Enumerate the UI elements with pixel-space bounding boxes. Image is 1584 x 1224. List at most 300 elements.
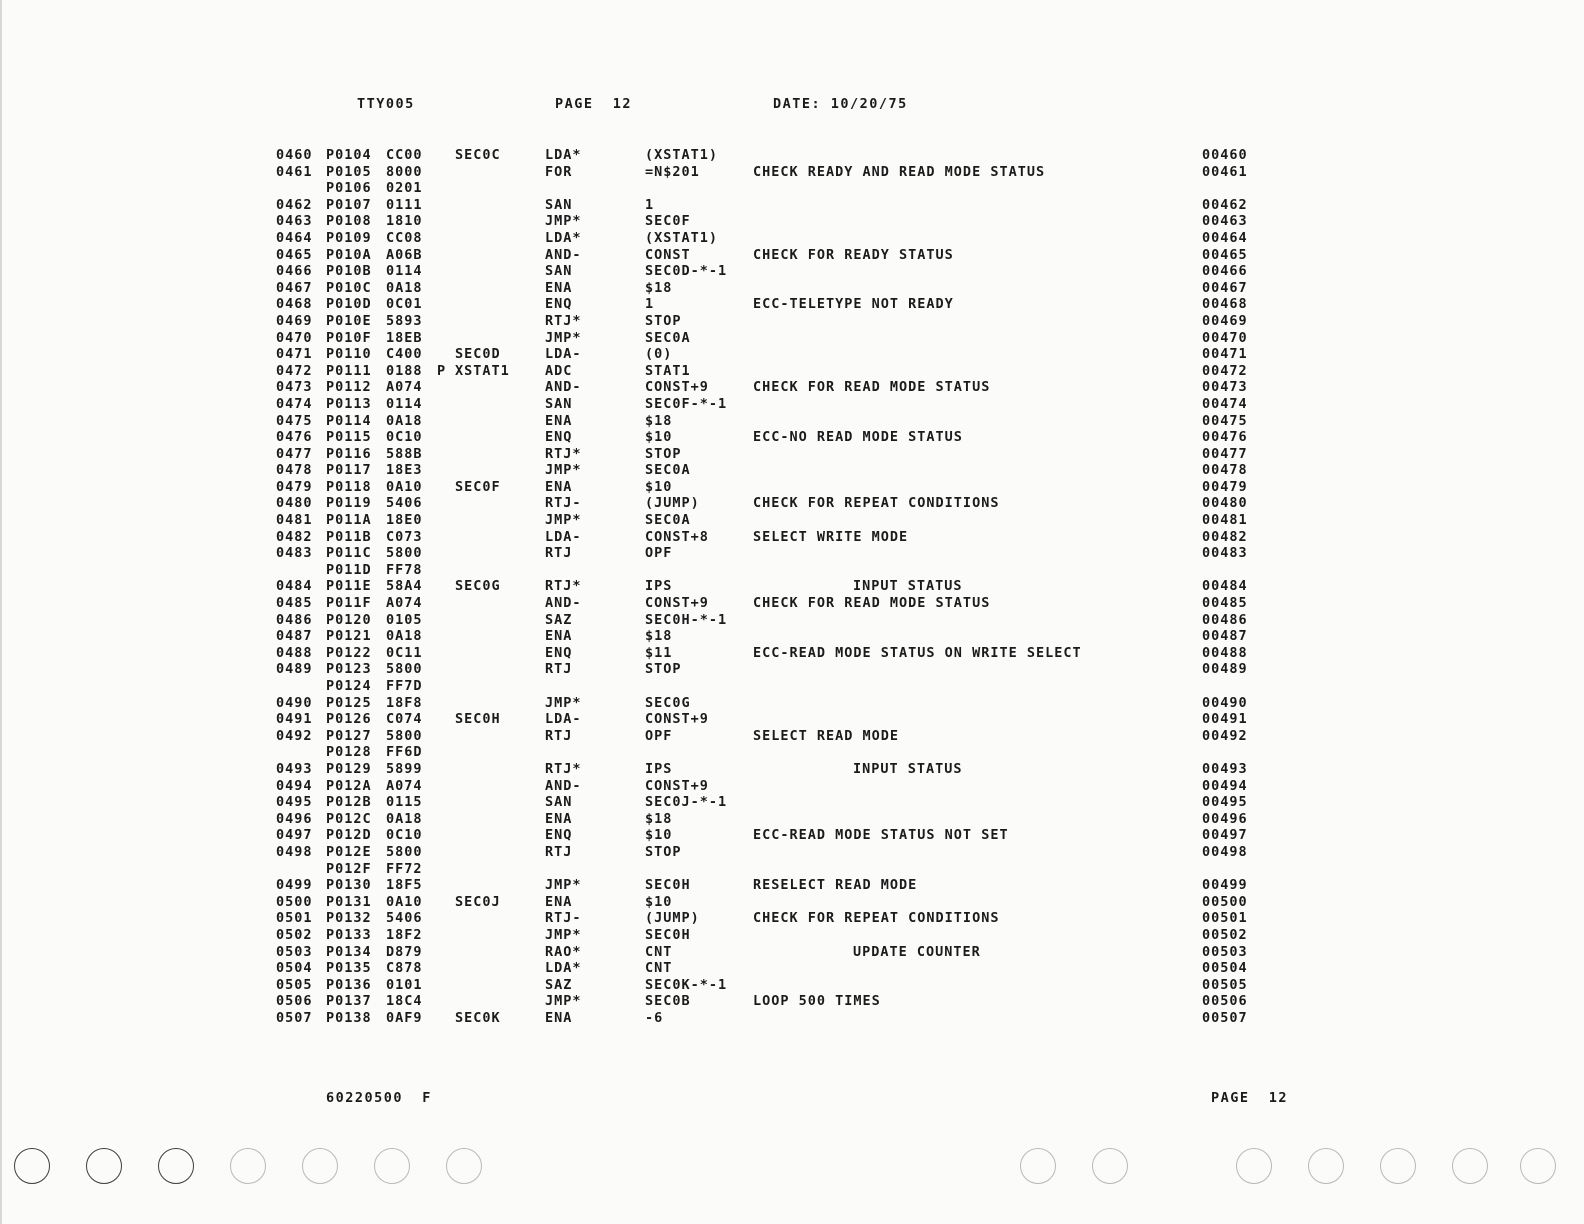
line-number: 0501 xyxy=(276,910,313,927)
operand: $10 xyxy=(645,827,673,844)
line-number: 0499 xyxy=(276,877,313,894)
line-number: 0468 xyxy=(276,296,313,313)
opcode: ENA xyxy=(545,628,573,645)
object-code: 0115 xyxy=(386,794,423,811)
address: P012C xyxy=(326,810,372,827)
address: P0117 xyxy=(326,462,372,479)
opcode: SAN xyxy=(545,395,573,412)
listing-line xyxy=(0,512,1584,529)
operand: $11 xyxy=(645,644,673,661)
operand: $18 xyxy=(645,412,673,429)
indented-comment: UPDATE COUNTER xyxy=(853,943,981,960)
operand: STAT1 xyxy=(645,362,691,379)
feed-hole xyxy=(1452,1148,1488,1184)
comment: ECC-TELETYPE NOT READY xyxy=(753,296,954,313)
reference-number: 00492 xyxy=(1202,727,1248,744)
listing-line xyxy=(0,678,1584,695)
line-number: 0486 xyxy=(276,611,313,628)
comment: SELECT READ MODE xyxy=(753,727,900,744)
address: P0129 xyxy=(326,760,372,777)
reference-number: 00496 xyxy=(1202,810,1248,827)
line-number: 0502 xyxy=(276,926,313,943)
symbol-label: XSTAT1 xyxy=(455,362,510,379)
object-code: 0A10 xyxy=(386,478,423,495)
object-code: 0111 xyxy=(386,196,423,213)
comment: ECC-READ MODE STATUS NOT SET xyxy=(753,827,1009,844)
opcode: JMP* xyxy=(545,926,582,943)
object-code: C400 xyxy=(386,346,423,363)
operand: (0) xyxy=(645,346,673,363)
opcode: LDA- xyxy=(545,528,582,545)
operand: SEC0A xyxy=(645,329,691,346)
feed-hole xyxy=(374,1148,410,1184)
listing-line xyxy=(0,711,1584,728)
feed-hole xyxy=(302,1148,338,1184)
address: P0112 xyxy=(326,379,372,396)
listing-line xyxy=(0,363,1584,380)
reference-number: 00471 xyxy=(1202,346,1248,363)
listing-line xyxy=(0,230,1584,247)
reference-number: 00486 xyxy=(1202,611,1248,628)
listing-line xyxy=(0,396,1584,413)
operand: =N$201 xyxy=(645,163,700,180)
object-code: 0C10 xyxy=(386,429,423,446)
address: P0114 xyxy=(326,412,372,429)
address: P010B xyxy=(326,263,372,280)
line-number: 0494 xyxy=(276,777,313,794)
reference-number: 00487 xyxy=(1202,628,1248,645)
line-number: 0496 xyxy=(276,810,313,827)
line-number: 0470 xyxy=(276,329,313,346)
comment: ECC-NO READ MODE STATUS xyxy=(753,429,963,446)
operand: STOP xyxy=(645,843,682,860)
listing-line xyxy=(0,612,1584,629)
opcode: RTJ* xyxy=(545,312,582,329)
address: P012A xyxy=(326,777,372,794)
operand: SEC0A xyxy=(645,512,691,529)
listing-line xyxy=(0,296,1584,313)
listing-line xyxy=(0,944,1584,961)
line-number: 0476 xyxy=(276,429,313,446)
object-code: C074 xyxy=(386,711,423,728)
object-code: CC00 xyxy=(386,147,423,163)
reference-number: 00466 xyxy=(1202,263,1248,280)
line-number: 0460 xyxy=(276,147,313,163)
address: P0113 xyxy=(326,395,372,412)
line-number: 0479 xyxy=(276,478,313,495)
reference-number: 00477 xyxy=(1202,445,1248,462)
line-number: 0466 xyxy=(276,263,313,280)
comment: RESELECT READ MODE xyxy=(753,877,918,894)
operand: $18 xyxy=(645,810,673,827)
comment: ECC-READ MODE STATUS ON WRITE SELECT xyxy=(753,644,1082,661)
line-number: 0489 xyxy=(276,661,313,678)
reference-number: 00478 xyxy=(1202,462,1248,479)
reference-number: 00476 xyxy=(1202,429,1248,446)
operand: (JUMP) xyxy=(645,495,700,512)
listing-line xyxy=(0,645,1584,662)
line-number: 0488 xyxy=(276,644,313,661)
operand: SEC0H xyxy=(645,926,691,943)
operand: $10 xyxy=(645,893,673,910)
opcode: FOR xyxy=(545,163,573,180)
address: P0107 xyxy=(326,196,372,213)
address: P011A xyxy=(326,512,372,529)
opcode: JMP* xyxy=(545,877,582,894)
line-number: 0478 xyxy=(276,462,313,479)
reference-number: 00465 xyxy=(1202,246,1248,263)
listing-line xyxy=(0,993,1584,1010)
listing-line xyxy=(0,247,1584,264)
operand: IPS xyxy=(645,578,673,595)
object-code: 0105 xyxy=(386,611,423,628)
reference-number: 00480 xyxy=(1202,495,1248,512)
line-number: 0495 xyxy=(276,794,313,811)
feed-hole xyxy=(1020,1148,1056,1184)
listing-line xyxy=(0,977,1584,994)
opcode: RTJ* xyxy=(545,578,582,595)
listing-line xyxy=(0,910,1584,927)
operand: SEC0B xyxy=(645,993,691,1010)
opcode: SAN xyxy=(545,794,573,811)
operand: OPF xyxy=(645,727,673,744)
address: P010D xyxy=(326,296,372,313)
listing-line xyxy=(0,811,1584,828)
address: P0121 xyxy=(326,628,372,645)
opcode: ENA xyxy=(545,893,573,910)
object-code: 5800 xyxy=(386,727,423,744)
object-code: 5893 xyxy=(386,312,423,329)
opcode: ENA xyxy=(545,810,573,827)
listing-line xyxy=(0,761,1584,778)
line-number: 0475 xyxy=(276,412,313,429)
object-code: 18F2 xyxy=(386,926,423,943)
operand: STOP xyxy=(645,661,682,678)
operand: (XSTAT1) xyxy=(645,147,719,163)
indented-comment: INPUT STATUS xyxy=(853,760,963,777)
symbol-label: SEC0C xyxy=(455,147,501,163)
address: P0127 xyxy=(326,727,372,744)
reference-number: 00468 xyxy=(1202,296,1248,313)
feed-hole xyxy=(158,1148,194,1184)
feed-hole xyxy=(1308,1148,1344,1184)
reference-number: 00473 xyxy=(1202,379,1248,396)
opcode: AND- xyxy=(545,379,582,396)
object-code: C073 xyxy=(386,528,423,545)
opcode: ENQ xyxy=(545,429,573,446)
line-number: 0485 xyxy=(276,595,313,612)
reference-number: 00506 xyxy=(1202,993,1248,1010)
address: P0110 xyxy=(326,346,372,363)
operand: $10 xyxy=(645,429,673,446)
operand: $18 xyxy=(645,279,673,296)
listing-line xyxy=(0,263,1584,280)
object-code: CC08 xyxy=(386,229,423,246)
opcode: LDA* xyxy=(545,229,582,246)
reference-number: 00475 xyxy=(1202,412,1248,429)
reference-number: 00485 xyxy=(1202,595,1248,612)
reference-number: 00497 xyxy=(1202,827,1248,844)
comment: CHECK FOR READ MODE STATUS xyxy=(753,379,991,396)
operand: SEC0D-*-1 xyxy=(645,263,728,280)
listing-line xyxy=(0,844,1584,861)
operand: CONST+9 xyxy=(645,595,709,612)
operand: CNT xyxy=(645,943,673,960)
object-code: 0114 xyxy=(386,395,423,412)
address: P0116 xyxy=(326,445,372,462)
operand: $10 xyxy=(645,478,673,495)
operand: STOP xyxy=(645,445,682,462)
line-number: 0469 xyxy=(276,312,313,329)
reference-number: 00494 xyxy=(1202,777,1248,794)
object-code: 18EB xyxy=(386,329,423,346)
operand: CONST+9 xyxy=(645,711,709,728)
reference-number: 00489 xyxy=(1202,661,1248,678)
opcode: ADC xyxy=(545,362,573,379)
address: P0136 xyxy=(326,976,372,993)
address: P0126 xyxy=(326,711,372,728)
listing-line xyxy=(0,562,1584,579)
reference-number: 00495 xyxy=(1202,794,1248,811)
object-code: 5406 xyxy=(386,910,423,927)
listing-line xyxy=(0,661,1584,678)
object-code: D879 xyxy=(386,943,423,960)
tractor-feed-holes xyxy=(0,1140,1584,1200)
opcode: RTJ- xyxy=(545,910,582,927)
reference-number: 00490 xyxy=(1202,694,1248,711)
line-number: 0487 xyxy=(276,628,313,645)
address: P0131 xyxy=(326,893,372,910)
listing-line xyxy=(0,794,1584,811)
object-code: 18E3 xyxy=(386,462,423,479)
reference-number: 00479 xyxy=(1202,478,1248,495)
line-number: 0464 xyxy=(276,229,313,246)
listing-line xyxy=(0,429,1584,446)
listing-line xyxy=(0,628,1584,645)
address: P010A xyxy=(326,246,372,263)
line-number: 0503 xyxy=(276,943,313,960)
operand: SEC0A xyxy=(645,462,691,479)
address: P0125 xyxy=(326,694,372,711)
opcode: RAO* xyxy=(545,943,582,960)
reference-number: 00461 xyxy=(1202,163,1248,180)
feed-hole xyxy=(1520,1148,1556,1184)
comment: LOOP 500 TIMES xyxy=(753,993,881,1010)
opcode: SAZ xyxy=(545,976,573,993)
listing-line xyxy=(0,744,1584,761)
line-number: 0491 xyxy=(276,711,313,728)
address: P012D xyxy=(326,827,372,844)
address: P011C xyxy=(326,545,372,562)
reference-number: 00505 xyxy=(1202,976,1248,993)
operand: CNT xyxy=(645,960,673,977)
opcode: LDA* xyxy=(545,147,582,163)
opcode: LDA- xyxy=(545,346,582,363)
symbol-label: SEC0K xyxy=(455,1009,501,1026)
opcode: ENQ xyxy=(545,644,573,661)
address: P0134 xyxy=(326,943,372,960)
opcode: RTJ xyxy=(545,727,573,744)
reference-number: 00482 xyxy=(1202,528,1248,545)
symbol-label: SEC0D xyxy=(455,346,501,363)
listing-line xyxy=(0,545,1584,562)
object-code: 58A4 xyxy=(386,578,423,595)
listing-line xyxy=(0,861,1584,878)
listing-line xyxy=(0,197,1584,214)
operand: (XSTAT1) xyxy=(645,229,719,246)
line-number: 0490 xyxy=(276,694,313,711)
line-number: 0465 xyxy=(276,246,313,263)
address: P0123 xyxy=(326,661,372,678)
object-code: FF78 xyxy=(386,561,423,578)
reference-number: 00503 xyxy=(1202,943,1248,960)
address: P0105 xyxy=(326,163,372,180)
listing-line xyxy=(0,529,1584,546)
address: P012E xyxy=(326,843,372,860)
header-program: TTY005 xyxy=(357,96,415,112)
line-number: 0484 xyxy=(276,578,313,595)
feed-hole xyxy=(86,1148,122,1184)
opcode: RTJ* xyxy=(545,445,582,462)
reference-number: 00491 xyxy=(1202,711,1248,728)
object-code: 0201 xyxy=(386,180,423,197)
object-code: 0C10 xyxy=(386,827,423,844)
object-code: 0A18 xyxy=(386,279,423,296)
address: P0115 xyxy=(326,429,372,446)
line-number: 0467 xyxy=(276,279,313,296)
reference-number: 00488 xyxy=(1202,644,1248,661)
operand: SEC0J-*-1 xyxy=(645,794,728,811)
operand: CONST+8 xyxy=(645,528,709,545)
feed-hole xyxy=(1092,1148,1128,1184)
object-code: 0C11 xyxy=(386,644,423,661)
listing-line xyxy=(0,164,1584,181)
opcode: SAZ xyxy=(545,611,573,628)
opcode: ENA xyxy=(545,279,573,296)
operand: -6 xyxy=(645,1009,664,1026)
reference-number: 00460 xyxy=(1202,147,1248,163)
address: P0135 xyxy=(326,960,372,977)
address: P011D xyxy=(326,561,372,578)
operand: SEC0G xyxy=(645,694,691,711)
assembly-listing xyxy=(0,147,1584,1026)
listing-line xyxy=(0,180,1584,197)
reference-number: 00504 xyxy=(1202,960,1248,977)
address: P0106 xyxy=(326,180,372,197)
address: P0111 xyxy=(326,362,372,379)
opcode: SAN xyxy=(545,196,573,213)
object-code: 18E0 xyxy=(386,512,423,529)
listing-line xyxy=(0,778,1584,795)
address: P0120 xyxy=(326,611,372,628)
line-number: 0504 xyxy=(276,960,313,977)
opcode: JMP* xyxy=(545,213,582,230)
symbol-label: SEC0G xyxy=(455,578,501,595)
reference-number: 00481 xyxy=(1202,512,1248,529)
operand: SEC0F-*-1 xyxy=(645,395,728,412)
listing-line xyxy=(0,960,1584,977)
reference-number: 00500 xyxy=(1202,893,1248,910)
address: P010F xyxy=(326,329,372,346)
object-code: A074 xyxy=(386,595,423,612)
address: P010E xyxy=(326,312,372,329)
opcode: JMP* xyxy=(545,329,582,346)
object-code: FF7D xyxy=(386,678,423,694)
operand: SEC0K-*-1 xyxy=(645,976,728,993)
object-code: C878 xyxy=(386,960,423,977)
line-number: 0500 xyxy=(276,893,313,910)
object-code: A074 xyxy=(386,379,423,396)
address: P0104 xyxy=(326,147,372,163)
footer-doc-number: 60220500 F xyxy=(326,1090,432,1106)
opcode: RTJ* xyxy=(545,760,582,777)
address: P011F xyxy=(326,595,372,612)
address: P010C xyxy=(326,279,372,296)
line-number: 0497 xyxy=(276,827,313,844)
object-code: 5899 xyxy=(386,760,423,777)
feed-hole xyxy=(446,1148,482,1184)
line-number: 0507 xyxy=(276,1009,313,1026)
listing-line xyxy=(0,330,1584,347)
opcode: LDA- xyxy=(545,711,582,728)
listing-line xyxy=(0,578,1584,595)
comment: CHECK FOR REPEAT CONDITIONS xyxy=(753,910,1000,927)
listing-line xyxy=(0,595,1584,612)
operand: SEC0H-*-1 xyxy=(645,611,728,628)
opcode: AND- xyxy=(545,777,582,794)
line-number: 0474 xyxy=(276,395,313,412)
line-number: 0493 xyxy=(276,760,313,777)
listing-line xyxy=(0,695,1584,712)
comment: CHECK FOR READ MODE STATUS xyxy=(753,595,991,612)
object-code: 18F5 xyxy=(386,877,423,894)
address: P012F xyxy=(326,860,372,877)
line-number: 0492 xyxy=(276,727,313,744)
feed-hole xyxy=(230,1148,266,1184)
header-date: DATE: 10/20/75 xyxy=(773,96,908,112)
object-code: 8000 xyxy=(386,163,423,180)
object-code: 588B xyxy=(386,445,423,462)
address: P0130 xyxy=(326,877,372,894)
operand: OPF xyxy=(645,545,673,562)
listing-line xyxy=(0,313,1584,330)
feed-hole xyxy=(14,1148,50,1184)
reference-number: 00469 xyxy=(1202,312,1248,329)
reference-number: 00463 xyxy=(1202,213,1248,230)
object-code: 0188 xyxy=(386,362,423,379)
listing-line xyxy=(0,379,1584,396)
opcode: LDA* xyxy=(545,960,582,977)
opcode: JMP* xyxy=(545,694,582,711)
opcode: ENA xyxy=(545,1009,573,1026)
line-number: 0472 xyxy=(276,362,313,379)
object-code: 5800 xyxy=(386,661,423,678)
opcode: ENQ xyxy=(545,296,573,313)
operand: 1 xyxy=(645,196,655,213)
reference-number: 00501 xyxy=(1202,910,1248,927)
address: P0128 xyxy=(326,744,372,761)
object-code: 1810 xyxy=(386,213,423,230)
listing-line xyxy=(0,728,1584,745)
opcode: JMP* xyxy=(545,512,582,529)
listing-line xyxy=(0,462,1584,479)
listing-line xyxy=(0,280,1584,297)
object-code: 0A18 xyxy=(386,628,423,645)
listing-line xyxy=(0,346,1584,363)
address: P0124 xyxy=(326,678,372,694)
line-number: 0506 xyxy=(276,993,313,1010)
object-code: FF72 xyxy=(386,860,423,877)
